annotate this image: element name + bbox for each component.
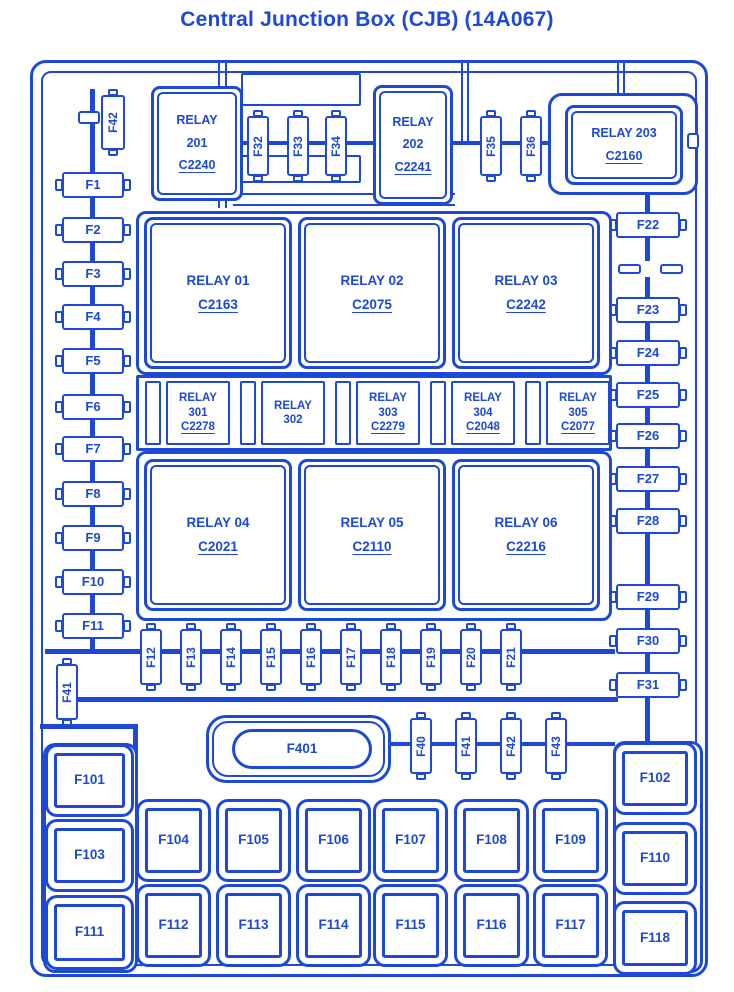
fuse-f113-label: F113: [238, 917, 269, 933]
relay-305: [546, 381, 610, 445]
fuse-f32-label: F32: [250, 135, 265, 157]
fuse-f105: [225, 808, 282, 873]
fuse-f26-right-label: F26: [636, 427, 660, 443]
relay-302-text-label: 302: [283, 414, 303, 426]
relay-305-pin: [525, 381, 541, 445]
fuse-f42-low: [500, 718, 522, 774]
fuse-f108: [463, 808, 520, 873]
fuse-f18-cap-bottom: [386, 684, 396, 691]
fuse-f27-right-label: F27: [636, 470, 660, 486]
fuse-f35: [480, 116, 502, 176]
lower-left-line-h: [40, 724, 138, 729]
fuse-f25-right-cap-right: [679, 389, 687, 401]
fuse-f22-right: [616, 212, 680, 238]
fuse-f15-cap-bottom: [266, 684, 276, 691]
fuse-f116: [463, 893, 520, 958]
fuse-f33-cap-bottom: [293, 175, 303, 182]
relay-305-text: [559, 391, 597, 434]
fuse-f24-right: [616, 340, 680, 366]
fuse-f41-side: [56, 664, 78, 720]
fuse-f21-cap-bottom: [506, 684, 516, 691]
fuse-f109-label: F109: [555, 832, 586, 848]
fuse-f23-right-label: F23: [636, 301, 660, 317]
fuse-f27-right-cap-right: [679, 473, 687, 485]
fuse-f17-label: F17: [343, 646, 358, 668]
fuse-f30-right: [616, 628, 680, 654]
f32-channel: [241, 73, 361, 106]
fuse-f31-right: [616, 672, 680, 698]
relay-303-text-label: 303: [378, 406, 398, 419]
fuse-f11-label: F11: [82, 617, 104, 633]
fuse-f43-low: [545, 718, 567, 774]
fuse-f13: [180, 629, 202, 685]
relay-05-text-label: C2110: [352, 538, 392, 554]
fuse-f42-top: [101, 95, 125, 150]
fuse-f14-label: F14: [223, 646, 238, 668]
relay-05: [298, 459, 446, 611]
fuse-f35-label: F35: [483, 135, 498, 157]
relay-01-text-label: C2163: [198, 296, 238, 312]
relay-301-text: [179, 391, 217, 434]
fuse-f12: [140, 629, 162, 685]
fuse-f34-label: F34: [328, 135, 343, 157]
fuse-f43-low-cap-bottom: [551, 773, 561, 780]
fuse-f3-label: F3: [85, 265, 101, 281]
fuse-f4: [62, 304, 124, 330]
fuse-f106-label: F106: [318, 832, 349, 848]
relay-202: [373, 85, 453, 205]
fuse-f108-label: F108: [476, 832, 507, 848]
fuse-f14: [220, 629, 242, 685]
top-right-stub-b: [623, 63, 625, 93]
relay-01: [144, 217, 292, 369]
fuse-f110: [622, 831, 688, 886]
fuse-f20-cap-bottom: [466, 684, 476, 691]
relay-303: [356, 381, 420, 445]
fuse-f21: [500, 629, 522, 685]
fuse-f28-right-cap-right: [679, 515, 687, 527]
fuse-f4-cap-right: [123, 311, 131, 323]
fuse-f26-right-cap-right: [679, 430, 687, 442]
fuse-f15-label: F15: [263, 646, 278, 668]
relay-05-text: [340, 515, 403, 556]
fuse-f10: [62, 569, 124, 595]
relay-201-text: [176, 113, 217, 174]
fuse-f1-label: F1: [85, 176, 101, 192]
fuse-f33-label: F33: [290, 135, 305, 157]
fuse-f27-right: [616, 466, 680, 492]
relay-02-text: [340, 273, 403, 314]
relay-202-text-label: C2241: [394, 159, 432, 174]
relay-305-text-label: 305: [568, 406, 588, 419]
fuse-f18: [380, 629, 402, 685]
relay-202-text: [392, 115, 433, 176]
fuse-f40-low-label: F40: [413, 735, 428, 757]
fuse-f22-right-label: F22: [636, 216, 660, 232]
relay-304-text-label: 304: [473, 406, 493, 419]
relay-201-text-label: RELAY: [176, 113, 218, 128]
fuse-f4-label: F4: [85, 308, 101, 324]
relay-202-text-label: 202: [402, 137, 424, 152]
fuse-f113: [225, 893, 282, 958]
fuse-f106: [305, 808, 362, 873]
fuse-f9: [62, 525, 124, 551]
fuse-f34: [325, 116, 347, 176]
fuse-f35-cap-bottom: [486, 175, 496, 182]
relay-04-text-label: RELAY 04: [186, 514, 250, 530]
fuse-f104: [145, 808, 202, 873]
page-title: Central Junction Box (CJB) (14A067): [180, 8, 554, 31]
relay-03: [452, 217, 600, 369]
fuse-f2: [62, 217, 124, 243]
fuse-f23-right-cap-right: [679, 304, 687, 316]
fuse-f1-cap-right: [123, 179, 131, 191]
fuse-f6-cap-right: [123, 401, 131, 413]
fuse-f2-cap-right: [123, 224, 131, 236]
fuse-f102: [622, 751, 688, 806]
fuse-f103: [54, 828, 125, 883]
fuse-f31-right-label: F31: [636, 676, 660, 692]
fuse-f43-low-label: F43: [548, 735, 563, 757]
fuse-f33: [287, 116, 309, 176]
fuse-f2-label: F2: [85, 221, 101, 237]
fuse-f17: [340, 629, 362, 685]
relay-301-text-label: 301: [188, 406, 208, 419]
fuse-f12-label: F12: [143, 646, 158, 668]
mid-bus-line: [45, 649, 615, 654]
relay-304-pin: [430, 381, 446, 445]
fuse-f19-label: F19: [423, 646, 438, 668]
diagram-parts: [33, 63, 705, 974]
mid-shelf-line: [71, 697, 618, 702]
fuse-f9-label: F9: [85, 529, 101, 545]
fuse-f8-label: F8: [85, 485, 101, 501]
fuse-f5: [62, 348, 124, 374]
fuse-f42-top-label: F42: [105, 112, 120, 133]
fuse-f6-label: F6: [85, 398, 101, 414]
fuse-f29-right-cap-right: [679, 591, 687, 603]
fuse-f10-label: F10: [81, 573, 105, 589]
fuse-f30-right-label: F30: [636, 632, 660, 648]
fuse-f117: [542, 893, 599, 958]
right-dash-left: [618, 264, 641, 274]
relay-03-text: [494, 273, 557, 314]
fuse-f7-label: F7: [85, 440, 101, 456]
fuse-f11: [62, 613, 124, 639]
fuse-f28-right-label: F28: [636, 512, 660, 528]
fuse-f40-low-cap-bottom: [416, 773, 426, 780]
fuse-f8-cap-right: [123, 488, 131, 500]
relay-203-text-label: RELAY 203: [591, 125, 657, 140]
fuse-f21-label: F21: [503, 646, 518, 668]
fuse-f401-label: F401: [286, 740, 318, 756]
fuse-f112: [145, 893, 202, 958]
fuse-f18-label: F18: [383, 646, 398, 668]
fuse-f103-label: F103: [74, 847, 105, 863]
relay-203: [565, 105, 683, 185]
fuse-f41-side-cap-bottom: [62, 719, 72, 726]
fuse-f25-right: [616, 382, 680, 408]
fuse-f19: [420, 629, 442, 685]
fuse-f14-cap-bottom: [226, 684, 236, 691]
relay-01-text-label: RELAY 01: [186, 272, 250, 288]
relay-203-tab: [687, 133, 699, 149]
fuse-f41-side-label: F41: [59, 681, 74, 703]
fuse-f42-low-cap-bottom: [506, 773, 516, 780]
relay-301-text-label: C2278: [181, 421, 215, 434]
relay-203-text: [591, 126, 656, 164]
relay-02: [298, 217, 446, 369]
fuse-f118: [622, 910, 688, 966]
fuse-f109: [542, 808, 599, 873]
f35-bus-line: [453, 141, 558, 145]
fuse-f42-low-label: F42: [503, 735, 518, 757]
relay202-right-line-b: [467, 63, 469, 141]
fuse-f29-right-label: F29: [636, 588, 660, 604]
fuse-f16-label: F16: [303, 646, 318, 668]
fuse-f9-cap-right: [123, 532, 131, 544]
fuse-f22-right-cap-right: [679, 219, 687, 231]
relay-302-text: [274, 399, 312, 428]
fuse-f102-label: F102: [639, 770, 671, 786]
relay-303-text: [369, 391, 407, 434]
fuse-f112-label: F112: [158, 917, 189, 933]
relay-04-text-label: C2021: [198, 538, 238, 554]
fuse-f117-label: F117: [555, 917, 586, 933]
fuse-f11-cap-right: [123, 620, 131, 632]
relay-203-text-label: C2160: [605, 148, 643, 163]
relay-302-pin: [240, 381, 256, 445]
fuse-f19-cap-bottom: [426, 684, 436, 691]
fuse-f31-right-cap-right: [679, 679, 687, 691]
relay-03-text-label: C2242: [506, 296, 546, 312]
fuse-f23-right: [616, 297, 680, 323]
fuse-f101-label: F101: [74, 772, 105, 788]
relay202-right-line-a: [461, 63, 463, 141]
relay-304: [451, 381, 515, 445]
fuse-f36: [520, 116, 542, 176]
fuse-f20-label: F20: [463, 646, 478, 668]
fuse-f401: [232, 729, 372, 769]
relay-06: [452, 459, 600, 611]
fuse-f41-low-label: F41: [458, 735, 473, 757]
relay-302-text-label: RELAY: [274, 399, 312, 412]
fuse-f118-label: F118: [639, 929, 671, 945]
fuse-f107: [382, 808, 439, 873]
relay-06-text-label: C2216: [506, 538, 546, 554]
relay-304-text-label: RELAY: [464, 392, 502, 405]
relay-305-text-label: C2077: [561, 421, 595, 434]
top-right-stub-a: [617, 63, 619, 93]
relay-302: [261, 381, 325, 445]
relay-201: [151, 86, 243, 201]
fuse-f7: [62, 436, 124, 462]
fuse-f13-label: F13: [183, 646, 198, 668]
fuse-f114: [305, 893, 362, 958]
fuse-f12-cap-bottom: [146, 684, 156, 691]
relay-301-pin: [145, 381, 161, 445]
fuse-f111: [54, 904, 125, 961]
fuse-f6: [62, 394, 124, 420]
relay-301: [166, 381, 230, 445]
fuse-f26-right: [616, 423, 680, 449]
relay-304-text: [464, 391, 502, 434]
fuse-f10-cap-right: [123, 576, 131, 588]
fuse-f16: [300, 629, 322, 685]
fuse-f115: [382, 893, 439, 958]
fuse-f3: [62, 261, 124, 287]
fuse-f105-label: F105: [238, 832, 269, 848]
relay-303-text-label: C2279: [371, 421, 405, 434]
relay-06-text-label: RELAY 06: [494, 514, 558, 530]
relay-201-text-label: C2240: [178, 158, 216, 173]
relay-06-text: [494, 515, 557, 556]
relay-05-text-label: RELAY 05: [340, 514, 404, 530]
relay-04-text: [186, 515, 249, 556]
fuse-f107-label: F107: [395, 832, 426, 848]
fuse-f41-low: [455, 718, 477, 774]
fuse-f5-cap-right: [123, 355, 131, 367]
fuse-f41-low-cap-bottom: [461, 773, 471, 780]
relay-02-text-label: RELAY 02: [340, 272, 404, 288]
fuse-f24-right-label: F24: [636, 344, 660, 360]
fuse-f28-right: [616, 508, 680, 534]
fuse-f15: [260, 629, 282, 685]
fuse-f24-right-cap-right: [679, 347, 687, 359]
relay-02-text-label: C2075: [352, 296, 392, 312]
fuse-f36-cap-bottom: [526, 175, 536, 182]
relay-303-text-label: RELAY: [369, 392, 407, 405]
relay-04: [144, 459, 292, 611]
fuse-f40-low: [410, 718, 432, 774]
fuse-box-diagram: [30, 60, 708, 977]
fuse-f101: [54, 753, 125, 808]
relay-01-text: [186, 273, 249, 314]
fuse-f8: [62, 481, 124, 507]
fuse-f29-right: [616, 584, 680, 610]
fuse-f116-label: F116: [476, 917, 507, 933]
fuse-f30-right-cap-right: [679, 635, 687, 647]
relay-303-pin: [335, 381, 351, 445]
fuse-f3-cap-right: [123, 268, 131, 280]
fuse-f5-label: F5: [85, 352, 101, 368]
fuse-f20: [460, 629, 482, 685]
relay-301-text-label: RELAY: [179, 392, 217, 405]
fuse-f1: [62, 172, 124, 198]
fuse-f104-label: F104: [158, 832, 189, 848]
relay-03-text-label: RELAY 03: [494, 272, 558, 288]
relay-304-text-label: C2048: [466, 421, 500, 434]
fuse-f114-label: F114: [318, 917, 349, 933]
relay-305-text-label: RELAY: [559, 392, 597, 405]
fuse-f32-cap-bottom: [253, 175, 263, 182]
fuse-f17-cap-bottom: [346, 684, 356, 691]
fuse-f115-label: F115: [395, 917, 426, 933]
fuse-f34-cap-bottom: [331, 175, 341, 182]
fuse-f111-label: F111: [74, 924, 105, 940]
right-dash-right: [660, 264, 683, 274]
top-left-stub: [78, 111, 100, 124]
relay-202-text-label: RELAY: [392, 114, 434, 129]
fuse-f42-top-cap-bottom: [108, 149, 118, 156]
relay-201-text-label: 201: [186, 135, 208, 150]
fuse-f13-cap-bottom: [186, 684, 196, 691]
fuse-f110-label: F110: [639, 850, 671, 866]
fuse-f25-right-label: F25: [636, 386, 660, 402]
fuse-f36-label: F36: [523, 135, 538, 157]
fuse-f7-cap-right: [123, 443, 131, 455]
fuse-f32: [247, 116, 269, 176]
fuse-f16-cap-bottom: [306, 684, 316, 691]
